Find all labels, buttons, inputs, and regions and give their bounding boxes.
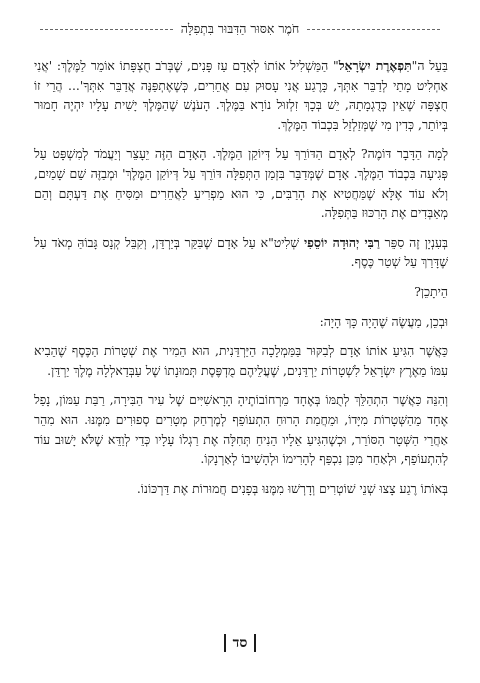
header-rule-left <box>40 29 173 30</box>
page-number-box <box>224 634 257 652</box>
paragraph: בְּעִנְיָן זֶה סִפֵּר רַבִּי יְהוּדָה יוֹסֵפִי שְׁלִיט"א עַל אָדָם שֶׁבִּקֵּר בְּיַרְדֵּן, וְקִבֵּל קְנָס גָּבוֹהַּ מְאֹד עַל שֶׁדָּרַךְ עַל שְׁטַר כֶּסֶף. <box>34 234 448 270</box>
page-number: סד <box>232 634 248 651</box>
paragraph: בַּעַל ה"תִּפְאֶרֶת יִשְׂרָאֵל" הַמַּשְׁלִיל אוֹתוֹ לְאָדָם עַז פָּנִים, שֶׁבְּרֹב חֻצְפָּתוֹ אוֹמֵר לַמֶּלֶךְ: 'אֲנִי אַחְלִיט מָתַי לְדַבֵּר אִתְּךָ, כָּרֶגַע אֲנִי עָסוּק עִם אֲחֵרִים, כְּשֶׁאֶתְפַּנֶּה אֲדַבֵּר אִתְּךָ'... הֲרֵי זוֹ חֻצְפָּה שֶׁאֵין כְּדֻגְמָתָהּ, יֵשׁ בְּכָךְ זִלְזוּל נוֹרָא בַּמֶּלֶךְ. הָעֹנֶשׁ שֶׁהַמֶּלֶךְ יָשִׁית עָלָיו יִהְיֶה חָמוּר בְּיוֹתֵר, כְּדִין מִי שֶׁמְּזַלְזֵל בִּכְבוֹד הַמֶּלֶךְ. <box>34 58 448 132</box>
page-number-bar-left <box>224 634 226 652</box>
body-text <box>34 56 448 508</box>
page-footer <box>0 634 480 652</box>
running-header-title: חֹמֶר אִסּוּר הַדִּבּוּר בִּתְפִלָּה <box>180 21 300 36</box>
paragraph: בְּאוֹתוֹ רֶגַע צָצוּ שְׁנֵי שׁוֹטְרִים וְדָרְשׁוּ מִמֶּנּוּ בְּפָנִים חֲמוּרוֹת אֶת דַּרְכּוֹנוֹ. <box>136 480 448 496</box>
paragraph: הֵיתָכֵן? <box>414 283 448 299</box>
paragraph: וְהִנֵּה כַּאֲשֶׁר הִתְהַלֵּךְ לְתֻמּוֹ בְּאֶחָד מֵרְחוֹבוֹתֶיהָ הָרָאשִׁיִּים שֶׁל עִיר הַבִּירָה, רַבַּת עַמּוֹן, נָפַל אֶחָד מֵהַשְּׁטָרוֹת מִיָּדוֹ, וּמֵחֲמַת הָרוּחַ הִתְעוֹפֵף לְמֶרְחַק מְטָרִים סְפוּרִים מִמֶּנּוּ. הוּא מִהֵר אַחֲרֵי הַשְּׁטָר הַסּוֹרֵר, וּכְשֶׁהִגִּיעַ אֵלָיו הֵנִיחַ תְּחִלָּה אֶת רַגְלוֹ עָלָיו כְּדֵי לְוַדֵּא שֶׁלֹּא יָשׁוּב עוֹד לְהִתְעוֹפֵף, וּלְאַחַר מִכֵּן נִכְפַּף לְהָרִימוֹ וּלְהָשִׁיבוֹ לְאַרְנָקוֹ. <box>34 392 448 467</box>
running-header <box>40 18 440 40</box>
page-number-bar-right <box>254 634 256 652</box>
paragraph: לְמָה הַדָּבָר דּוֹמֶה? לְאָדָם הַדּוֹרֵךְ עַל דְּיוֹקַן הַמֶּלֶךְ. הָאָדָם הַזֶּה יֵעָצֵר וְיַעֲמֹד לְמִשְׁפָּט עַל פְּגִיעָה בִּכְבוֹד הַמֶּלֶךְ. אָדָם שֶׁמְּדַבֵּר בִּזְמַן הַתְּפִלָּה דּוֹרֵךְ עַל דְּיוֹקַן הַמֶּלֶךְ' וּמְבַזֶּה שֵׁם שָׁמַיִם, וְלֹא עוֹד אֶלָּא שֶׁמַּחֲטִיא אֶת הָרַבִּים, כִּי הוּא מַפְרִיעַ לַאֲחֵרִים וּמַסִּיחַ אֶת דַּעְתָּם וְהֵם מְאַבְּדִים אֶת הָרִכּוּז בַּתְּפִלָּה. <box>34 146 448 221</box>
header-rule-right <box>307 29 440 30</box>
book-title: תִּפְאֶרֶת יִשְׂרָאֵל <box>338 58 412 73</box>
rabbi-name: רַבִּי יְהוּדָה יוֹסֵפִי <box>303 234 380 250</box>
paragraph: כַּאֲשֶׁר הִגִּיעַ אוֹתוֹ אָדָם לְבִקּוּר בַּמַּמְלָכָה הַיַּרְדֵּנִית, הוּא הֵמִיר אֶת שְׁטָרוֹת הַכֶּסֶף שֶׁהֵבִיא עִמּוֹ מֵאֶרֶץ יִשְׂרָאֵל לִשְׁטָרוֹת יַרְדֵּנִים, שֶׁעֲלֵיהֶם מֻדְפֶּסֶת תְּמוּנָתוֹ שֶׁל עַבְּדַאלְלָה מֶלֶךְ יַרְדֵּן. <box>34 343 448 378</box>
paragraph: וּבְכֵן, מַעֲשֶׂה שֶׁהָיָה כָּךְ הָיָה: <box>319 313 448 329</box>
